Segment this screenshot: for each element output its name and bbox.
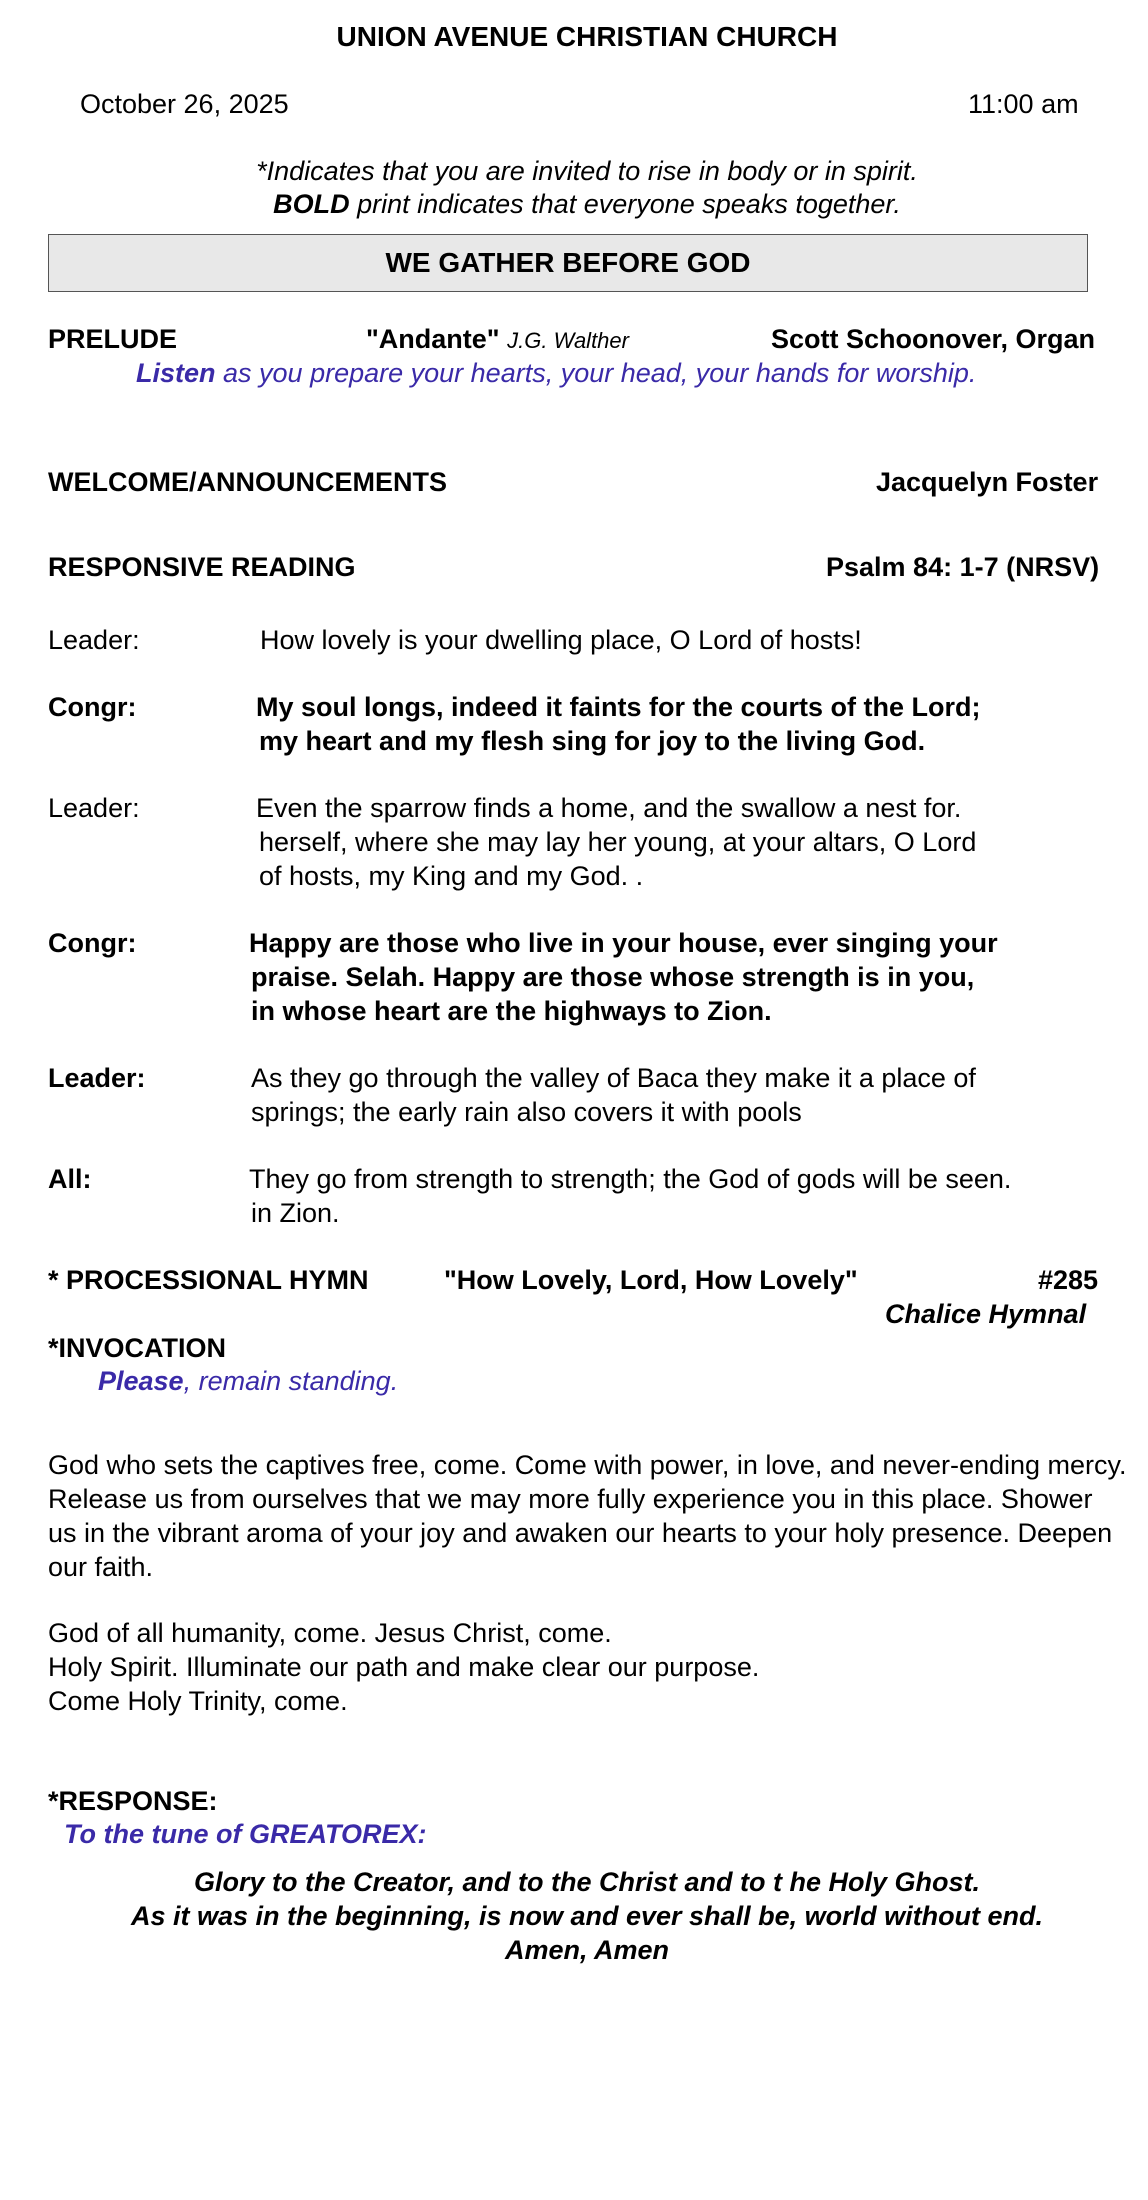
reading-speaker: All: xyxy=(48,1164,92,1194)
response-lyrics xyxy=(0,1865,1148,1967)
prelude-instruction-rest: as you prepare your hearts, your head, your hands for worship. xyxy=(215,358,977,388)
reading-text xyxy=(249,926,998,1028)
prelude-instruction-bold: Listen xyxy=(136,358,216,388)
responsive-label: RESPONSIVE READING xyxy=(48,552,356,582)
response-line: As it was in the beginning, is now and ever shall be, world without end. xyxy=(130,1901,1044,1931)
rise-note: *Indicates that you are invited to rise in body or in spirit. xyxy=(256,156,918,186)
reading-speaker: Leader: xyxy=(48,625,140,655)
prelude-instruction xyxy=(136,356,976,390)
invocation-line: God of all humanity, come. Jesus Christ, come. xyxy=(48,1618,612,1648)
reading-text xyxy=(251,1061,976,1129)
prelude-title: "Andante" xyxy=(366,324,500,354)
section-title: WE GATHER BEFORE GOD xyxy=(385,247,751,278)
reading-line: springs; the early rain also covers it with pools xyxy=(251,1097,802,1127)
reading-text xyxy=(256,791,976,893)
reading-text xyxy=(256,690,981,758)
invocation-line: Holy Spirit. Illuminate our path and make clear our purpose. xyxy=(48,1652,760,1682)
reading-line: How lovely is your dwelling place, O Lord of hosts! xyxy=(260,625,862,655)
church-name: UNION AVENUE CHRISTIAN CHURCH xyxy=(336,21,838,52)
reading-speaker: Congr: xyxy=(48,692,137,722)
prelude-composer: J.G. Walther xyxy=(507,328,629,353)
reading-line: Happy are those who live in your house, ever singing your xyxy=(249,928,998,958)
reading-line: They go from strength to strength; the God of gods will be seen. xyxy=(249,1164,1012,1194)
bold-note-rest: print indicates that everyone speaks together. xyxy=(349,189,901,219)
reading-line: praise. Selah. Happy are those whose strength is in you, xyxy=(251,962,975,992)
bold-note-keyword: BOLD xyxy=(273,189,350,219)
reading-speaker: Leader: xyxy=(48,1063,146,1093)
hymn-number: #285 xyxy=(1038,1265,1099,1295)
service-date: October 26, 2025 xyxy=(80,89,289,119)
invocation-instruction-bold: Please xyxy=(98,1366,184,1396)
invocation-instruction-rest: , remain standing. xyxy=(183,1366,399,1396)
reading-speaker: Congr: xyxy=(48,928,137,958)
invocation-instruction xyxy=(98,1364,398,1398)
reading-line: As they go through the valley of Baca they make it a place of xyxy=(251,1063,976,1093)
response-label: *RESPONSE: xyxy=(48,1786,218,1816)
hymn-label xyxy=(48,1263,369,1297)
hymn-title: "How Lovely, Lord, How Lovely" xyxy=(444,1265,858,1295)
hymn-label-text: * PROCESSIONAL HYMN xyxy=(48,1265,369,1295)
reading-line: Even the sparrow finds a home, and the swallow a nest for. xyxy=(256,793,962,823)
prelude-performer: Scott Schoonover, Organ xyxy=(771,324,1096,354)
reading-text xyxy=(249,1162,1011,1230)
reading-line: in Zion. xyxy=(251,1198,340,1228)
reading-line: in whose heart are the highways to Zion. xyxy=(251,996,772,1026)
invocation-line: Come Holy Trinity, come. xyxy=(48,1686,348,1716)
response-tune: To the tune of GREATOREX: xyxy=(64,1819,427,1849)
prelude-label: PRELUDE xyxy=(48,324,178,354)
hymnal-name: Chalice Hymnal xyxy=(885,1299,1087,1329)
response-line: Glory to the Creator, and to the Christ and to t he Holy Ghost. xyxy=(193,1867,981,1897)
reading-line: my heart and my flesh sing for joy to the living God. xyxy=(259,726,926,756)
reading-line: of hosts, my King and my God. . xyxy=(259,861,644,891)
invocation-paragraph-2 xyxy=(48,1616,759,1718)
prelude-piece xyxy=(366,322,629,358)
welcome-label: WELCOME/ANNOUNCEMENTS xyxy=(48,467,447,497)
invocation-label: *INVOCATION xyxy=(48,1333,227,1363)
reading-speaker: Leader: xyxy=(48,793,140,823)
response-line: Amen, Amen xyxy=(504,1935,670,1965)
section-title-box xyxy=(48,234,1088,292)
responsive-reference: Psalm 84: 1-7 (NRSV) xyxy=(826,552,1100,582)
service-time: 11:00 am xyxy=(968,89,1079,119)
bold-note xyxy=(0,187,1148,221)
reading-text xyxy=(260,623,862,657)
welcome-leader: Jacquelyn Foster xyxy=(876,467,1099,497)
invocation-paragraph-1: God who sets the captives free, come. Come with power, in love, and never-ending mercy. Release us from ourselves that we may more fully experience you in this place. Shower us in the vibrant aroma of your joy and awaken our hearts to your holy presence. Deepen our faith. xyxy=(48,1450,1127,1582)
reading-line: My soul longs, indeed it faints for the courts of the Lord; xyxy=(256,692,981,722)
reading-line: herself, where she may lay her young, at your altars, O Lord xyxy=(259,827,977,857)
